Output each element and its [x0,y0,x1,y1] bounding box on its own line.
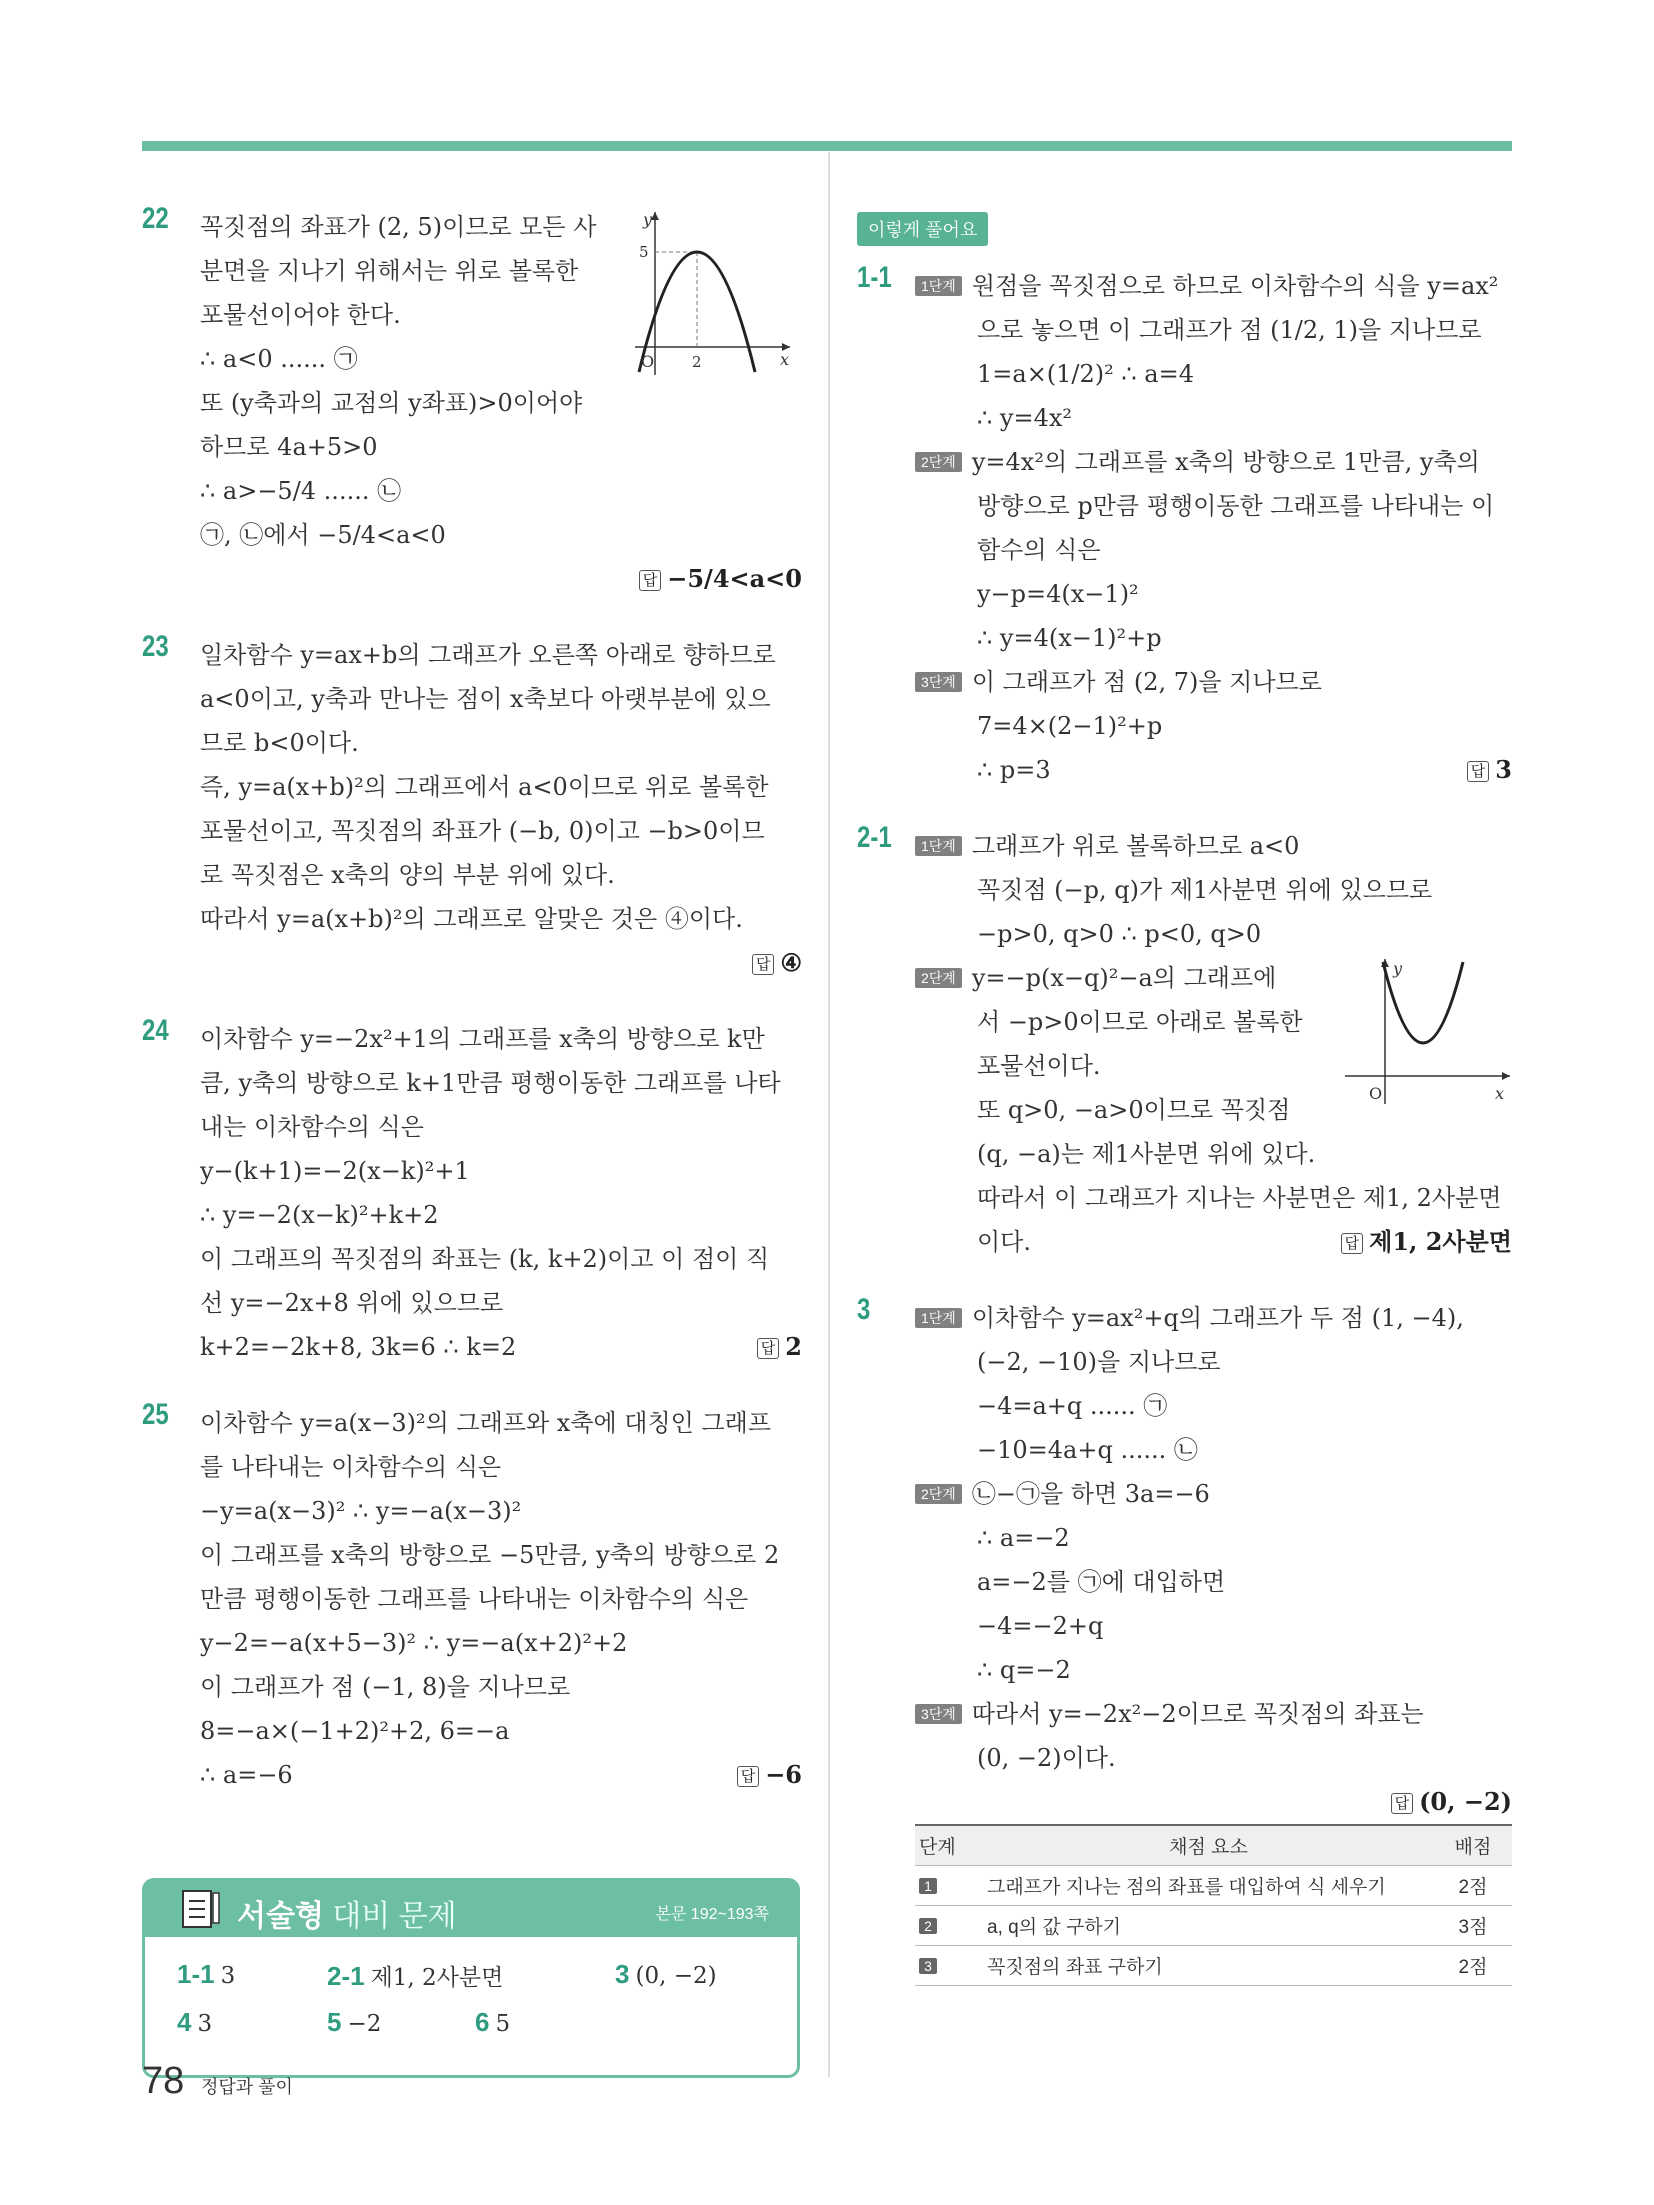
solution-line: 따라서 이 그래프가 지나는 사분면은 제1, 2사분면 [977,1184,1502,1212]
solution-line: 므로 b<0이다. [200,729,359,757]
solution-line: y=4x²의 그래프를 x축의 방향으로 1만큼, y축의 [971,448,1480,476]
solution-line: 서 −p>0이므로 아래로 볼록한 [977,1008,1303,1036]
step-badge: 2단계 [915,968,962,988]
solution-line: y−(k+1)=−2(x−k)²+1 [200,1157,470,1185]
solution-line: 이다. [977,1228,1031,1256]
solution-line: −y=a(x−3)² ∴ y=−a(x−3)² [200,1497,522,1525]
tick-y-label: 5 [639,243,649,261]
problem-number: 25 [142,1398,169,1431]
solution-line: 8=−a×(−1+2)²+2, 6=−a [200,1717,510,1745]
box-page-ref: 본문 192~193쪽 [655,1906,769,1923]
answer: 답 −5/4<a<0 [200,557,802,601]
answer-item: 6 5 [475,2007,511,2037]
problem-number: 23 [142,630,169,663]
solution-line: −p>0, q>0 ∴ p<0, q>0 [977,920,1262,948]
solution-line: 7=4×(2−1)²+p [977,712,1163,740]
problem-number: 22 [142,202,169,235]
right-column [857,212,1512,2018]
answer-item: 1-1 3 [177,1959,236,1989]
problem-3 [857,1293,1512,1986]
solution-line: ㉠, ㉡에서 −5/4<a<0 [200,521,446,549]
problem-number: 2-1 [857,821,892,854]
solution-line: ∴ a>−5/4 ...... ㉡ [200,477,402,505]
solution-line: 으로 놓으면 이 그래프가 점 (1/2, 1)을 지나므로 [977,316,1482,344]
step-badge: 2단계 [915,452,962,472]
solution-line: −10=4a+q ...... ㉡ [977,1436,1198,1464]
solution-line: ∴ q=−2 [977,1656,1071,1684]
notepad-icon [179,1887,223,1931]
answer-item: 5 −2 [327,2007,382,2037]
descriptive-prep-box [142,1878,800,2078]
answer-item: 3 (0, −2) [615,1959,717,1989]
step-badge: 1단계 [915,1308,962,1328]
solution-line: ∴ y=4x² [977,404,1072,432]
solution-line: y−2=−a(x+5−3)² ∴ y=−a(x+2)²+2 [200,1629,628,1657]
left-column [142,202,802,1829]
scoring-table [915,1824,1512,1986]
table-row: 3 꼭짓점의 좌표 구하기 2점 [915,1946,1512,1986]
solution-line: 이차함수 y=ax²+q의 그래프가 두 점 (1, −4), [971,1304,1464,1332]
solution-line: (−2, −10)을 지나므로 [977,1348,1221,1376]
solution-line: ㉡−㉠을 하면 3a=−6 [971,1480,1210,1508]
problem-24 [142,1014,802,1369]
problem-number: 24 [142,1014,169,1047]
solution-line: 꼭짓점의 좌표가 (2, 5)이므로 모든 사 [200,213,597,241]
answer: 답 (0, −2) [915,1780,1512,1824]
answer: 답 ④ [200,941,802,985]
solution-line: 그래프가 위로 볼록하므로 a<0 [971,832,1300,860]
answer-item: 4 3 [177,2007,213,2037]
solution-line: ∴ p=3 [977,756,1051,784]
x-axis-label: x [1495,1084,1505,1103]
problem-25 [142,1398,802,1797]
solution-line: 방향으로 p만큼 평행이동한 그래프를 나타내는 이 [977,492,1495,520]
solution-line: 분면을 지나기 위해서는 위로 볼록한 [200,257,579,285]
page-number: 78 [142,2060,185,2102]
solution-line: 이 그래프를 x축의 방향으로 −5만큼, y축의 방향으로 2 [200,1541,780,1569]
problem-1-1 [857,261,1512,792]
y-axis-label: y [1393,959,1403,978]
solution-line: 일차함수 y=ax+b의 그래프가 오른쪽 아래로 향하므로 [200,641,776,669]
solution-line: y−p=4(x−1)² [977,580,1139,608]
solution-line: ∴ y=4(x−1)²+p [977,624,1162,652]
table-header: 채점 요소 [983,1825,1434,1866]
solution-line: 포물선이다. [977,1052,1101,1080]
solution-line: 즉, y=a(x+b)²의 그래프에서 a<0이므로 위로 볼록한 [200,773,769,801]
y-axis-label: y [643,210,653,229]
answer: 답 2 [200,1325,802,1369]
solution-pill: 이렇게 풀어요 [857,212,988,246]
solution-line: 내는 이차함수의 식은 [200,1113,424,1141]
step-badge: 1단계 [915,836,962,856]
solution-line: a=−2를 ㉠에 대입하면 [977,1568,1226,1596]
solution-line: 이차함수 y=−2x²+1의 그래프를 x축의 방향으로 k만 [200,1025,765,1053]
solution-line: 포물선이어야 한다. [200,301,401,329]
step-badge: 1단계 [915,276,962,296]
problem-number: 1-1 [857,261,892,294]
solution-line: −4=a+q ...... ㉠ [977,1392,1168,1420]
solution-line: ∴ y=−2(x−k)²+k+2 [200,1201,439,1229]
solution-line: 로 꼭짓점은 x축의 양의 부분 위에 있다. [200,861,615,889]
table-row: 1 그래프가 지나는 점의 좌표를 대입하여 식 세우기 2점 [915,1866,1512,1906]
solution-line: 1=a×(1/2)² ∴ a=4 [977,360,1194,388]
problem-23 [142,630,802,985]
parabola-graph-2-1 [1345,954,1515,1114]
answer: 답 3 [915,748,1512,792]
top-accent-bar [142,141,1512,151]
step-badge: 3단계 [915,672,962,692]
step-badge: 2단계 [915,1484,962,1504]
solution-line: 만큼 평행이동한 그래프를 나타내는 이차함수의 식은 [200,1585,749,1613]
solution-line: 큼, y축의 방향으로 k+1만큼 평행이동한 그래프를 나타 [200,1069,781,1097]
box-title: 서술형 대비 문제 [237,1900,457,1933]
solution-line: a<0이고, y축과 만나는 점이 x축보다 아랫부분에 있으 [200,685,771,713]
column-divider [828,152,830,2077]
solution-line: −4=−2+q [977,1612,1104,1640]
solution-line: 또 q>0, −a>0이므로 꼭짓점 [977,1096,1291,1124]
table-header: 단계 [915,1825,983,1866]
solution-line: ∴ a=−6 [200,1761,293,1789]
origin-label: O [641,352,655,371]
answer: 답 제1, 2사분면 [915,1220,1512,1264]
table-row: 2 a, q의 값 구하기 3점 [915,1906,1512,1946]
solution-line: y=−p(x−q)²−a의 그래프에 [971,964,1277,992]
answer-item: 2-1 제1, 2사분면 [327,1961,504,1991]
solution-line: 이 그래프의 꼭짓점의 좌표는 (k, k+2)이고 이 점이 직 [200,1245,770,1273]
solution-line: 원점을 꼭짓점으로 하므로 이차함수의 식을 y=ax² [971,272,1499,300]
tick-x-label: 2 [692,353,702,371]
parabola-graph-22 [625,207,795,377]
page-footer [142,2060,293,2103]
solution-line: 또 (y축과의 교점의 y좌표)>0이어야 [200,389,583,417]
solution-line: 하므로 4a+5>0 [200,433,378,461]
solution-line: 함수의 식은 [977,536,1101,564]
x-axis-label: x [780,350,790,369]
solution-line: ∴ a=−2 [977,1524,1070,1552]
footer-label: 정답과 풀이 [200,2077,293,2097]
solution-line: 선 y=−2x+8 위에 있으므로 [200,1289,504,1317]
origin-label: O [1369,1084,1383,1103]
solution-line: 이 그래프가 점 (−1, 8)을 지나므로 [200,1673,571,1701]
problem-number: 3 [857,1293,871,1326]
problem-2-1 [857,821,1512,1264]
step-badge: 3단계 [915,1704,962,1724]
solution-line: 이차함수 y=a(x−3)²의 그래프와 x축에 대칭인 그래프 [200,1409,772,1437]
solution-line: 이 그래프가 점 (2, 7)을 지나므로 [971,668,1322,696]
solution-line: 를 나타내는 이차함수의 식은 [200,1453,502,1481]
solution-line: ∴ a<0 ...... ㉠ [200,345,358,373]
solution-line: k+2=−2k+8, 3k=6 ∴ k=2 [200,1333,517,1361]
solution-line: 따라서 y=a(x+b)²의 그래프로 알맞은 것은 ④이다. [200,905,743,933]
problem-22 [142,202,802,601]
solution-line: (q, −a)는 제1사분면 위에 있다. [977,1140,1316,1168]
solution-line: 포물선이고, 꼭짓점의 좌표가 (−b, 0)이고 −b>0이므 [200,817,765,845]
answer: 답 −6 [200,1753,802,1797]
table-header: 배점 [1434,1825,1512,1866]
solution-line: (0, −2)이다. [977,1744,1116,1772]
solution-line: 따라서 y=−2x²−2이므로 꼭짓점의 좌표는 [971,1700,1424,1728]
solution-line: 꼭짓점 (−p, q)가 제1사분면 위에 있으므로 [977,876,1433,904]
